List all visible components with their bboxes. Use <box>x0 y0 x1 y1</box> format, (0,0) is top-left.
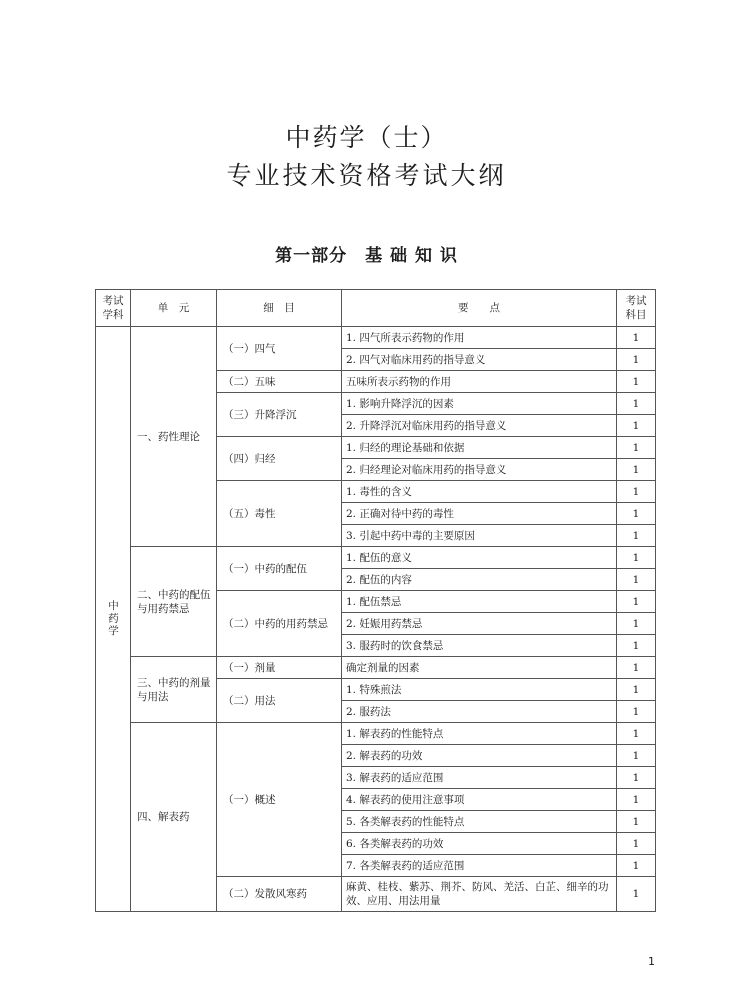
header-level: 考试科目 <box>617 290 656 327</box>
header-point: 要 点 <box>342 290 617 327</box>
detail-cell: （一）概述 <box>217 723 342 877</box>
detail-cell: （二）发散风寒药 <box>217 877 342 912</box>
level-cell: 1 <box>617 437 656 459</box>
level-cell: 1 <box>617 657 656 679</box>
header-unit: 单 元 <box>131 290 217 327</box>
level-cell: 1 <box>617 327 656 349</box>
level-cell: 1 <box>617 613 656 635</box>
detail-cell: （一）中药的配伍 <box>217 547 342 591</box>
level-cell: 1 <box>617 503 656 525</box>
detail-cell: （一）剂量 <box>217 657 342 679</box>
level-cell: 1 <box>617 415 656 437</box>
point-cell: 1. 四气所表示药物的作用 <box>342 327 617 349</box>
unit-cell: 三、中药的剂量与用法 <box>131 657 217 723</box>
level-cell: 1 <box>617 701 656 723</box>
level-cell: 1 <box>617 459 656 481</box>
level-cell: 1 <box>617 393 656 415</box>
part-name: 基 础 知 识 <box>365 246 458 266</box>
point-cell: 麻黄、桂枝、紫苏、荆芥、防风、羌活、白芷、细辛的功效、应用、用法用量 <box>342 877 617 912</box>
level-cell: 1 <box>617 767 656 789</box>
subject-cell: 中药学 <box>96 327 131 912</box>
point-cell: 1. 归经的理论基础和依据 <box>342 437 617 459</box>
point-cell: 2. 妊娠用药禁忌 <box>342 613 617 635</box>
level-cell: 1 <box>617 679 656 701</box>
detail-cell: （二）五味 <box>217 371 342 393</box>
level-cell: 1 <box>617 877 656 912</box>
document-subtitle: 专业技术资格考试大纲 <box>226 161 507 190</box>
table-row <box>96 327 656 349</box>
table-row <box>96 547 656 569</box>
detail-cell: （三）升降浮沉 <box>217 393 342 437</box>
detail-cell: （一）四气 <box>217 327 342 371</box>
level-cell: 1 <box>617 591 656 613</box>
point-cell: 5. 各类解表药的性能特点 <box>342 811 617 833</box>
level-cell: 1 <box>617 371 656 393</box>
point-cell: 2. 解表药的功效 <box>342 745 617 767</box>
level-cell: 1 <box>617 547 656 569</box>
point-cell: 2. 配伍的内容 <box>342 569 617 591</box>
part-heading <box>0 241 733 266</box>
point-cell: 1. 影响升降浮沉的因素 <box>342 393 617 415</box>
detail-cell: （二）用法 <box>217 679 342 723</box>
point-cell: 确定剂量的因素 <box>342 657 617 679</box>
point-cell: 1. 配伍禁忌 <box>342 591 617 613</box>
detail-cell: （五）毒性 <box>217 481 342 547</box>
point-cell: 4. 解表药的使用注意事项 <box>342 789 617 811</box>
point-cell: 1. 配伍的意义 <box>342 547 617 569</box>
level-cell: 1 <box>617 723 656 745</box>
syllabus-body <box>96 327 656 912</box>
level-cell: 1 <box>617 349 656 371</box>
level-cell: 1 <box>617 569 656 591</box>
point-cell: 2. 升降浮沉对临床用药的指导意义 <box>342 415 617 437</box>
page-number: 1 <box>648 955 655 968</box>
document-title: 中药学（士） <box>285 123 448 152</box>
unit-cell: 一、药性理论 <box>131 327 217 547</box>
unit-cell: 二、中药的配伍与用药禁忌 <box>131 547 217 657</box>
level-cell: 1 <box>617 789 656 811</box>
level-cell: 1 <box>617 525 656 547</box>
level-cell: 1 <box>617 833 656 855</box>
level-cell: 1 <box>617 745 656 767</box>
point-cell: 2. 归经理论对临床用药的指导意义 <box>342 459 617 481</box>
point-cell: 1. 毒性的含义 <box>342 481 617 503</box>
point-cell: 2. 四气对临床用药的指导意义 <box>342 349 617 371</box>
point-cell: 1. 特殊煎法 <box>342 679 617 701</box>
point-cell: 2. 服药法 <box>342 701 617 723</box>
syllabus-table <box>95 289 656 912</box>
header-detail: 细 目 <box>217 290 342 327</box>
detail-cell: （二）中药的用药禁忌 <box>217 591 342 657</box>
point-cell: 五味所表示药物的作用 <box>342 371 617 393</box>
point-cell: 2. 正确对待中药的毒性 <box>342 503 617 525</box>
level-cell: 1 <box>617 481 656 503</box>
level-cell: 1 <box>617 635 656 657</box>
point-cell: 3. 解表药的适应范围 <box>342 767 617 789</box>
table-row <box>96 657 656 679</box>
level-cell: 1 <box>617 855 656 877</box>
table-header-row <box>96 290 656 327</box>
point-cell: 3. 引起中药中毒的主要原因 <box>342 525 617 547</box>
unit-cell: 四、解表药 <box>131 723 217 912</box>
point-cell: 6. 各类解表药的功效 <box>342 833 617 855</box>
detail-cell: （四）归经 <box>217 437 342 481</box>
level-cell: 1 <box>617 811 656 833</box>
header-subject: 考试学科 <box>96 290 131 327</box>
point-cell: 3. 服药时的饮食禁忌 <box>342 635 617 657</box>
point-cell: 1. 解表药的性能特点 <box>342 723 617 745</box>
point-cell: 7. 各类解表药的适应范围 <box>342 855 617 877</box>
part-number: 第一部分 <box>275 246 348 266</box>
table-row <box>96 723 656 745</box>
